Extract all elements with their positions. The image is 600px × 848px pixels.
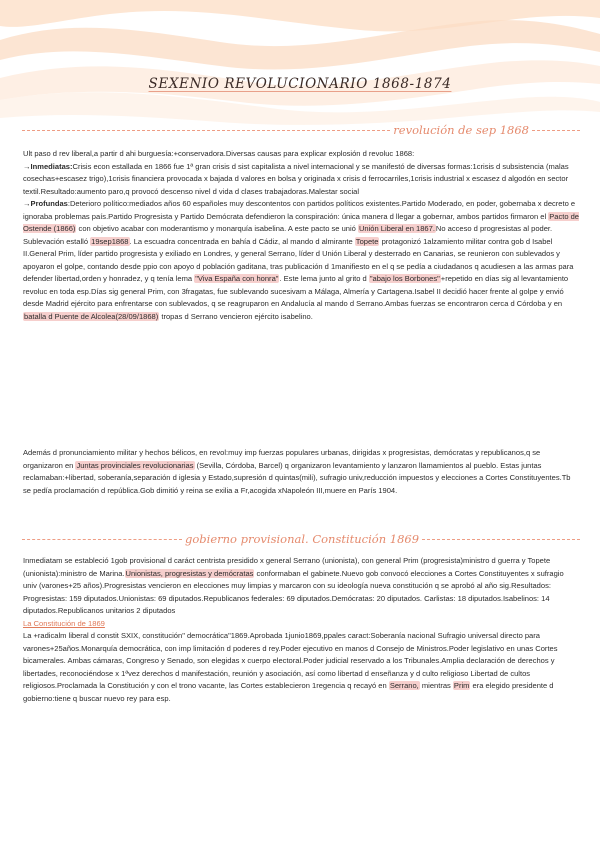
gobierno-text: Inmediatam se estableció 1gob provisional d caráct centrista presidido x general Serrano (unionista), con general Prim (progresista)ministro d guerra y Topete (unionista):ministro de Marina. (23, 556, 551, 578)
highlight-partidos: Unionistas, progresistas y demócratas (125, 568, 254, 578)
dashed-divider (532, 130, 580, 131)
highlight-juntas: Juntas provinciales revolucionarias (76, 460, 194, 470)
highlight-batalla-alcolea: batalla d Puente de Alcolea(28/09/1868) (24, 311, 159, 321)
highlight-prim: Prim (453, 681, 470, 690)
highlight-union-liberal: Unión Liberal en 1867. (358, 224, 435, 233)
highlight-pacto-ostende: Pacto de Ostende (1866) (23, 211, 580, 233)
section-heading-gobierno (22, 532, 580, 546)
constitucion-text: La +radicalm liberal d constit SXIX, constitución" democrática"1869.Aprobada 1junio1869,ppales caract:Soberanía nacional Sufragio universal directo para varones+25años.Monarquía democrática, con imp limitación d poderes d rey.Poder ejecutivo en manos d Consejo de Ministros.Poder legislativo en unas Cortes bicamerales. Ambas cámaras, Congreso y Senado, son elegidas x cuerpo electoral.Poder judicial reservado a los Tribunales.Amplia declaración de derechos y libertades, reconociéndose x 1ªvez derechos d manifestación, reunión y asociación, así como libertad d enseñanza y d culto religioso Libertad de cultos religiosos.Proclamada la Constitución y con el trono vacante, las Cortes establecieron 1regencia q recayó en (23, 631, 558, 690)
profundas-text: . La escuadra concentrada en bahía d Cádiz, al mando d almirante (129, 236, 355, 246)
highlight-lema: "Viva España con honra" (195, 274, 279, 283)
section-heading-label: gobierno provisional. Constitución 1869 (185, 532, 420, 546)
subheading-constitucion-wrap (23, 618, 579, 631)
section-heading-revolucion (22, 123, 580, 137)
intro-text: Ult paso d rev liberal,a partir d ahi burguesía:+conservadora.Diversas causas para explicar explosión d revoluc 1868: (23, 149, 415, 158)
section-body-revolucion (23, 148, 579, 323)
inmediatas-text: Crisis econ estallada en 1866 fue 1ª gran crisis d sist capitalista a nivel internacional y se manifestó de diversas formas:1crisis d subsistencia (malas cosechas+escasez trigo),1crisis financiera provocada x bajada d valores en bolsa y originada x crisis d ferrocarriles,1crisis industrial x escasez d algodón en sector textil.Resultado:aumento paro,q provocó descenso nivel d vida d clases trabajadoras.Malestar social (23, 161, 569, 196)
profundas-text: protagonizó 1alzamiento militar contra gob d Isabel II.General Prim, líder partido progresista y exiliado en Londres, y general Serrano, líder d Unión Liberal y desterrado en Canarias, se reunieron con sublevados y apoyaron el golpe, contando desde ppio con apoyo d población gaditana, tras publicación d 1manifiesto en el q se pedía a ciudadanos q acudiesen a las armas para defender libertad,orden y honradez, y q tenía lema (23, 236, 574, 283)
highlight-grito: "abajo los Borbones" (369, 274, 440, 283)
paragraph-gobierno (23, 555, 579, 618)
profundas-label: →Profundas (23, 199, 68, 208)
section-heading-label: revolución de sep 1868 (393, 123, 529, 137)
profundas-text: +repetido en días sig al levantamiento revoluc en toda esp.Días sig general Prim, con 3fragatas, fue sublevando sucesivam a Málaga, Almería y Cartagena.Isabel II decidió hacer frente al golpe y envió desde Madrid ejército para enfrentarse con sublevados, q se reagruparon en Andalucía al mando d Serrano.Ambas fuerzas se encontraron cerca d Córdoba y en (23, 274, 569, 308)
highlight-fecha: 19sep1868 (91, 236, 129, 246)
profundas-text: . Este lema junto al grito d (279, 274, 369, 283)
subheading-constitucion-1869[interactable]: La Constitución de 1869 (23, 618, 105, 628)
page-title: SEXENIO REVOLUCIONARIO 1868-1874 (148, 76, 452, 92)
profundas-text: con objetivo acabar con moderantismo y monarquía isabelina. A este pacto se unió (76, 224, 358, 233)
profundas-text: :Deterioro político:mediados años 60 españoles muy descontentos con partidos políticos existentes.Partido Moderado, en poder, gobernaba x decreto e ignoraba problemas país.Partido Progresista y Partido Demócrata defendieron la conspiración: única manera d llegar a gobernar, ambos partidos firmaron el (23, 199, 576, 221)
constitucion-text: mientras (419, 681, 453, 690)
paragraph-causes (23, 148, 579, 323)
dashed-divider (422, 539, 580, 540)
inmediatas-label: →Inmediatas: (23, 161, 73, 171)
highlight-serrano: Serrano, (389, 681, 419, 690)
paragraph-juntas (23, 447, 579, 497)
profundas-text: tropas d Serrano vencieron ejército isabelino. (159, 311, 313, 321)
section-body-juntas (23, 447, 579, 497)
juntas-text: (Sevilla, Córdoba, Barcel) q organizaron levantamiento y lanzaron llamamientos al pueblo. Estas juntas reclamaban:+libertad, soberanía,separación d iglesia y Estado,supresión d quintas(mili), sufragio univ,reducción impuestos y elecciones a Cortes Constituyentes.Tb se pedía proclamación d república.Gob dimitió y reina se exilia a Fr,acogida xNapoleón III,muere en París 1904. (23, 460, 571, 495)
decorative-wave-header (0, 0, 600, 130)
dashed-divider (22, 539, 182, 540)
highlight-topete: Topete (355, 236, 379, 246)
paragraph-constitucion (23, 630, 579, 705)
gobierno-text: conformaban el gabinete.Nuevo gob convocó elecciones a Cortes Constituyentes x sufragio univ (varones+25 años).Progresistas vencieron en elecciones muy limpias y marcaron con su ideología nueva constitución q se aprobó al año sig.Resultados: Progresistas: 159 diputados.Unionistas: 69 diputados.Republicanos federales: 69 diputados.Demócratas: 20 diputados. Carlistas: 18 diputados.Isabelinos: 14 diputados.Republicanos unitarios 2 diputados (23, 568, 564, 615)
profundas-text: No acceso d progresistas al poder. Sublevación estalló (23, 224, 553, 246)
constitucion-text: era elegido presidente d gobierno:tiene q buscar nuevo rey para esp. (23, 681, 554, 703)
dashed-divider (22, 130, 390, 131)
juntas-text: Además d pronunciamiento militar y hechos bélicos, en revol:muy imp fuerzas populares urbanas, dirigidas x progresistas, demócratas y republicanos,q se organizaron en (23, 448, 541, 470)
section-body-gobierno (23, 555, 579, 705)
